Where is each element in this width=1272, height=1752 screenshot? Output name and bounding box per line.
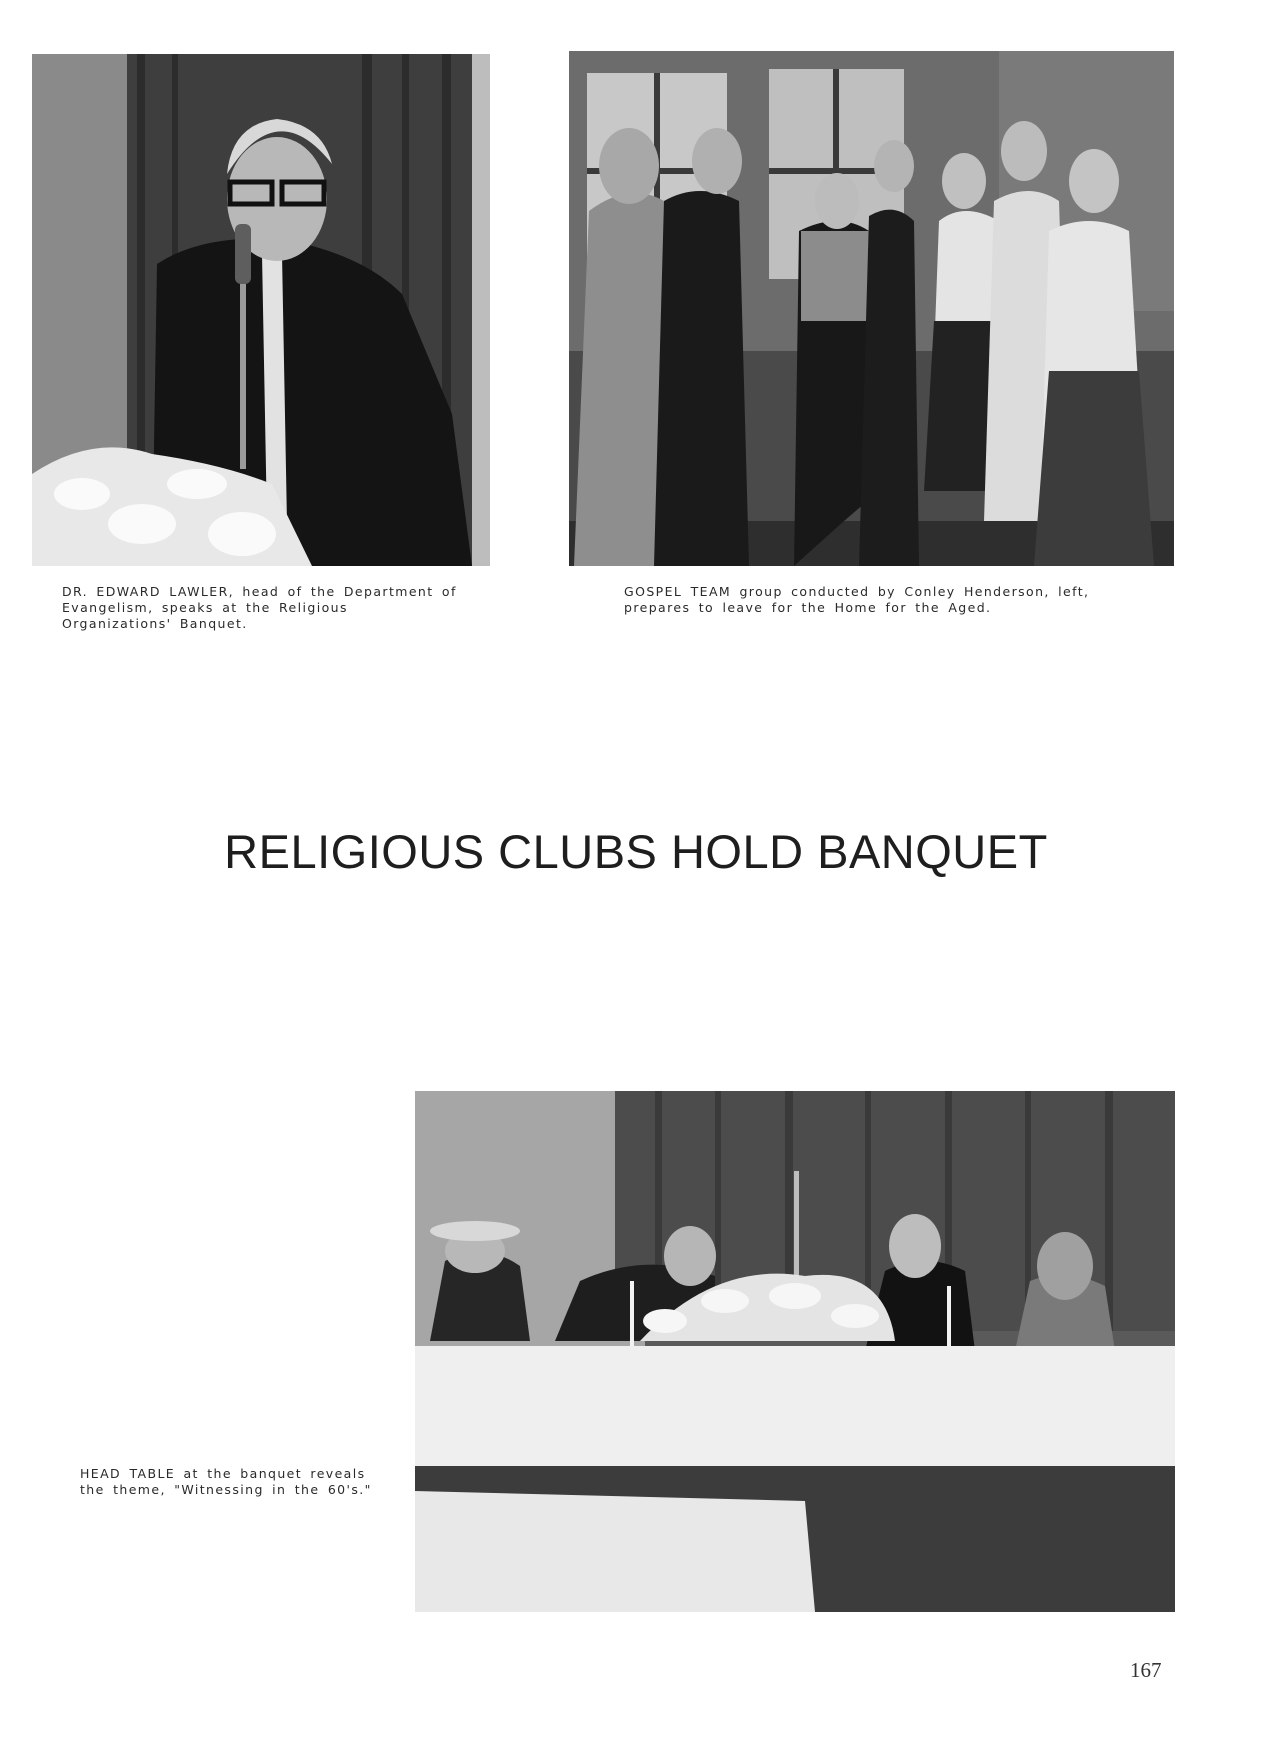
- head-table-caption: HEAD TABLE at the banquet reveals the theme, "Witnessing in the 60's.": [80, 1466, 372, 1497]
- gospel-team-caption: GOSPEL TEAM group conducted by Conley Henderson, left, prepares to leave for the Home for the Aged.: [624, 584, 1090, 615]
- head-table-photo: [415, 1091, 1175, 1612]
- speaker-photo: [32, 54, 490, 566]
- gospel-team-photo: [569, 51, 1174, 566]
- speaker-caption: DR. EDWARD LAWLER, head of the Department of Evangelism, speaks at the Religious Organizations' Banquet.: [62, 584, 457, 631]
- page-number: 167: [1130, 1658, 1162, 1682]
- page-headline: RELIGIOUS CLUBS HOLD BANQUET: [224, 825, 1048, 878]
